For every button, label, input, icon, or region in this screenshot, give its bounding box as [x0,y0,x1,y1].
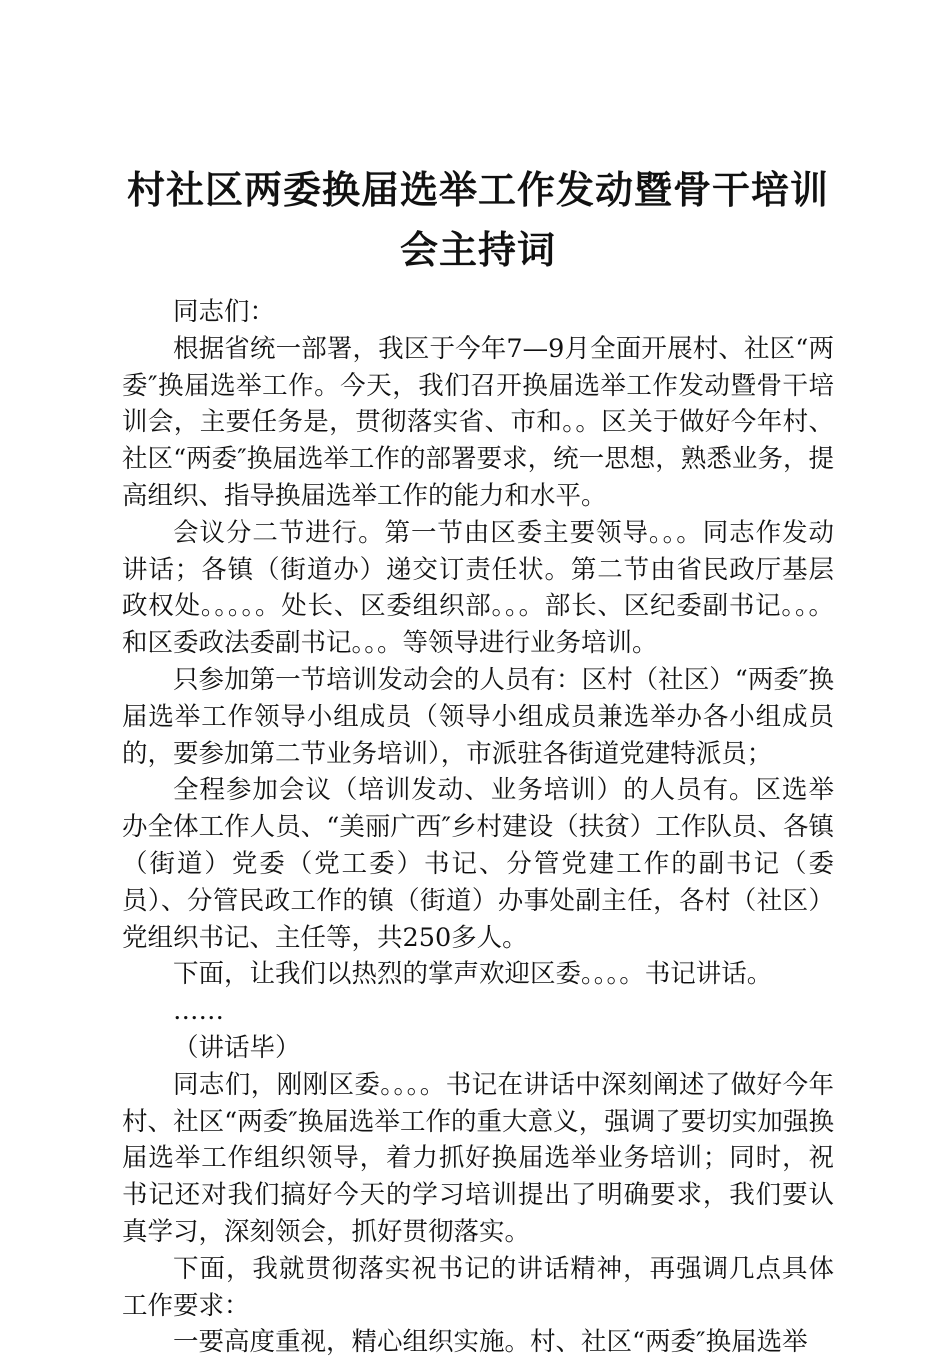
paragraph-requirement-one: 一要高度重视，精心组织实施。村、社区“两委″换届选举 [173,1327,808,1358]
salutation: 同志们： [173,297,276,327]
paragraph-welcome-speech: 下面，让我们以热烈的掌声欢迎区委。。。。书记讲话。 [173,959,773,990]
document-title: 村社区两委换届选举工作发动暨骨干培训会主持词 [126,168,829,272]
paragraph-first-session-attendees: 只参加第一节培训发动会的人员有：区村（社区）“两委″换届选举工作领导小组成员（领导小组成员兼选举办各小组成员的，要参加第二节业务培训），市派驻各街道党建特派员； [122,664,834,769]
paragraph-summary: 同志们，刚刚区委。。。。书记在讲话中深刻阐述了做好今年村、社区“两委″换届选举工作的重大意义，强调了要切实加强换届选举工作组织领导，着力抓好换届选举业务培训；同时，祝书记还对我们搞好今天的学习培训提出了明确要求，我们要认真学习，深刻领会，抓好贯彻落实。 [122,1069,834,1247]
paragraph-full-attendees: 全程参加会议（培训发动、业务培训）的人员有。区选举办全体工作人员、“美丽广西″乡村建设（扶贫）工作队员、各镇（街道）党委（党工委）书记、分管党建工作的副书记（委员）、分管民政工作的镇（街道）办事处副主任，各村（社区）党组织书记、主任等，共250多人。 [122,775,834,953]
document-body [122,294,834,1361]
paragraph-requirements-intro: 下面，我就贯彻落实祝书记的讲话精神，再强调几点具体工作要求： [122,1253,834,1321]
paragraph-agenda: 会议分二节进行。第一节由区委主要领导。。。同志作发动讲话；各镇（街道办）递交订责任状。第二节由省民政厅基层政权处。。。。。处长、区委组织部。。。部长、区纪委副书记。。。和区委政法委副书记。。。等领导进行业务培训。 [122,517,834,659]
paragraph-intro: 根据省统一部署，我区于今年7—9月全面开展村、社区“两委″换届选举工作。今天，我们召开换届选举工作发动暨骨干培训会，主要任务是，贯彻落实省、市和。。区关于做好今年村、社区“两委″换届选举工作的部署要求，统一思想，熟悉业务，提高组织、指导换届选举工作的能力和水平。 [122,333,834,511]
speech-end-note: （讲话毕） [173,1032,301,1063]
ellipsis-line: …… [173,996,224,1027]
